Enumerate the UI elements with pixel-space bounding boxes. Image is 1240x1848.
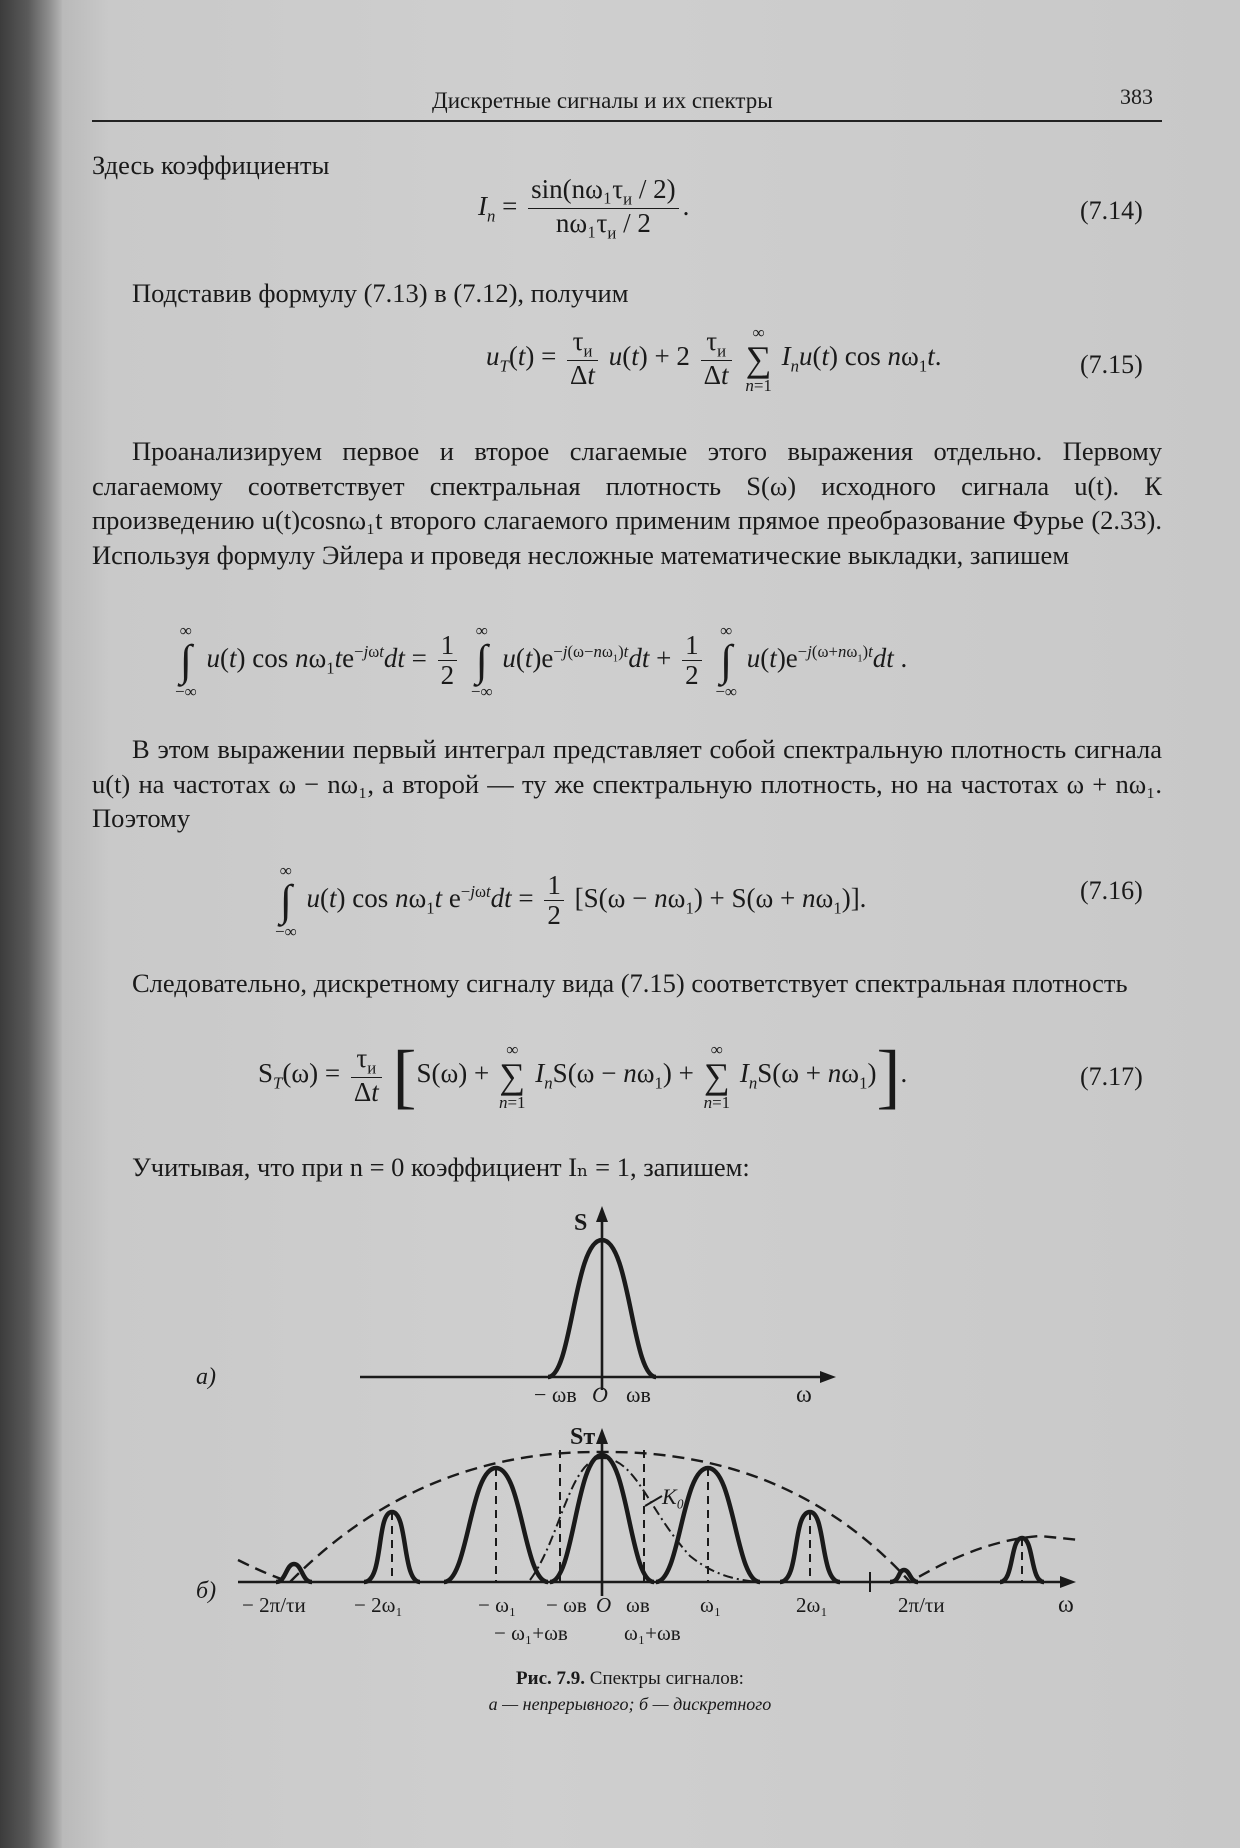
figure-caption-line2: а — непрерывного; б — дискретного	[488, 1694, 772, 1714]
tick-w1-plus-wb: ω₁+ωв	[624, 1621, 681, 1645]
paragraph-1: Здесь коэффициенты	[92, 150, 330, 180]
paragraph-6: Учитывая, что при n = 0 коэффициент Iₙ = 1, запишем:	[132, 1152, 750, 1182]
panel-b-guides	[392, 1450, 1022, 1582]
figure-caption: Рис. 7.9. Спектры сигналов:	[516, 1668, 744, 1689]
tick-neg-2w1: − 2ω₁	[354, 1593, 403, 1617]
panel-b-k0-label: K₀	[662, 1484, 685, 1509]
equation-7-17: $S_T(\omega)$ = $\frac{\tau_и}{\Delta t}$ [S(ω) + ∞ ∑ n=1 $I_nS(\omega - n\omega_1)$ + ∞ ∑ n=1 $I_nS(\omega + n\omega_1)$].	[258, 1036, 908, 1116]
panel-b-x-label: ω	[1058, 1592, 1074, 1618]
running-header-title: Дискретные сигналы и их спектры	[432, 88, 773, 113]
panel-a-tick-origin: O	[592, 1382, 608, 1407]
panel-a-x-label: ω	[796, 1382, 812, 1408]
equation-number-7-15: (7.15)	[1080, 350, 1143, 379]
equation-number-7-14: (7.14)	[1080, 196, 1143, 225]
panel-a-tick-neg-wb: − ωв	[534, 1382, 577, 1407]
equation-fourier-expansion: ∞ ∫ −∞ u(t) $\cos n\omega_1te^{-j\omega t}dt$ = $\frac{1}{2}$ ∞ ∫ −∞ $u(t)e^{-j(\omega-n\omega_1)t}dt$ + $\frac{1}{2}$ ∞ ∫ −∞ $u(t)e^{-j(\omega+n\omega_1)t}dt$ .	[175, 621, 908, 701]
paragraph-2: Подставив формулу (7.13) в (7.12), получим	[132, 278, 629, 308]
equation-number-7-16: (7.16)	[1080, 876, 1143, 905]
paragraph-4: В этом выражении первый интеграл представляет собой спектральную плотность сигнала u(t) на частотах ω − nω₁, а второй — ту же спектральную плотность, но на частотах ω + nω₁. Поэтому	[92, 734, 1162, 833]
tick-wb: ωв	[626, 1593, 650, 1617]
panel-a-y-label: S	[574, 1210, 588, 1236]
paragraph-5: Следовательно, дискретному сигналу вида (7.15) соответствует спектральная плотность	[132, 968, 1128, 998]
page-number: 383	[1120, 84, 1153, 109]
equation-7-16: ∞ ∫ −∞ u(t) $\cos n\omega_1t$ $e^{-j\omega t}dt$ = $\frac{1}{2}$ $[S(\omega - n\omega_1) + S(\omega + n\omega_1)]$.	[275, 861, 867, 941]
tick-neg-w1: − ω₁	[478, 1593, 517, 1617]
tick-2w1: 2ω₁	[796, 1593, 828, 1617]
tick-origin: O	[596, 1593, 612, 1617]
tick-neg-w1-plus-wb: − ω₁+ωв	[494, 1621, 568, 1645]
tick-2pi: 2π/τи	[898, 1593, 945, 1617]
equation-number-7-17: (7.17)	[1080, 1062, 1143, 1091]
panel-a-tick-wb: ωв	[626, 1382, 651, 1407]
tick-neg-2pi: − 2π/τи	[242, 1593, 306, 1617]
tick-neg-wb: − ωв	[546, 1593, 587, 1617]
paragraph-3: Проанализируем первое и второе слагаемые этого выражения отдельно. Первому слагаемому соответствует спектральная плотность S(ω) исходного сигнала u(t). К произведению u(t)cosnω₁t второго слагаемого применим прямое преобразование Фурье (2.33). Используя формулу Эйлера и проведя несложные математические выкладки, запишем	[92, 436, 1162, 570]
panel-b-label: б)	[196, 1578, 217, 1604]
panel-b-y-label: Sт	[570, 1424, 596, 1450]
tick-w1: ω₁	[700, 1593, 722, 1617]
panel-b-y-arrow	[596, 1428, 608, 1444]
panel-a-x-arrow	[820, 1371, 836, 1383]
panel-a-y-arrow	[596, 1206, 608, 1222]
equation-7-15: $u_T(t)$ = $\frac{\tau_и}{\Delta t}$ u(t) + 2 $\frac{\tau_и}{\Delta t}$ ∞ ∑ n=1 $I_nu(t)$ $\cos n\omega_1t$.	[486, 323, 942, 395]
panel-b-x-arrow	[1060, 1576, 1076, 1588]
equation-7-14: $I_n$ = $\frac{\sin(n\omega_1\tau_и / 2)}{n\omega_1\tau_и / 2}$ .	[478, 174, 690, 243]
panel-b-envelope	[238, 1452, 1080, 1582]
panel-a-label: а)	[196, 1364, 216, 1390]
